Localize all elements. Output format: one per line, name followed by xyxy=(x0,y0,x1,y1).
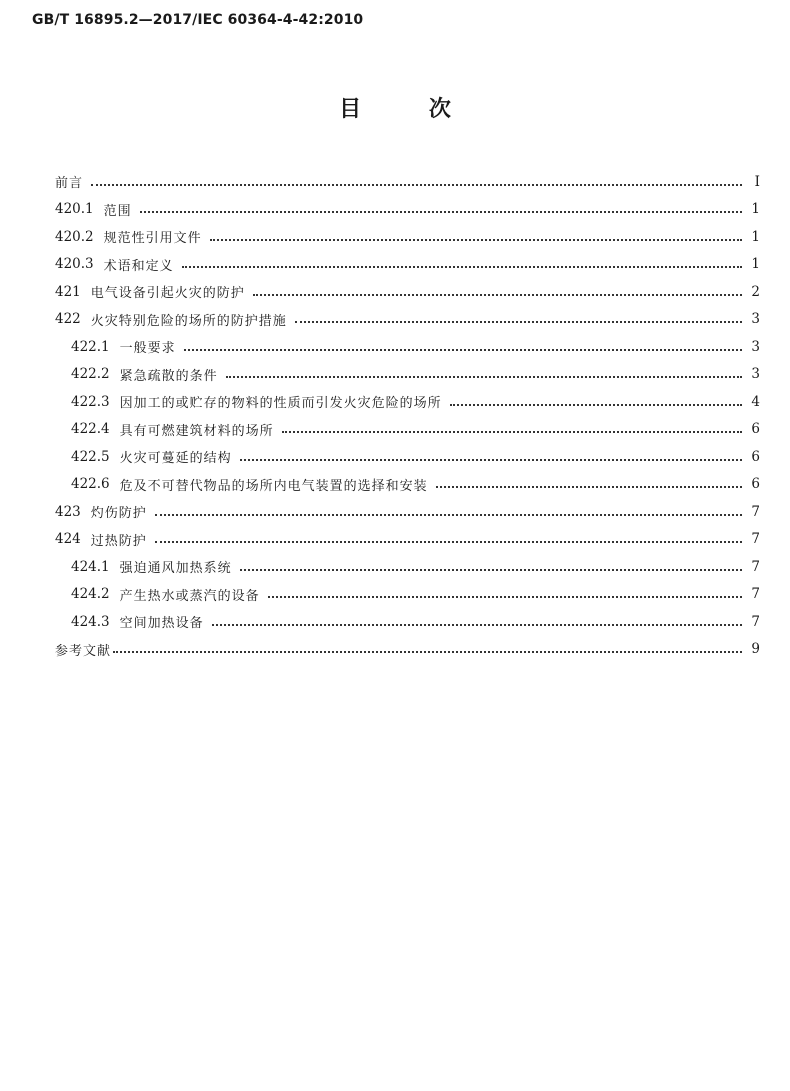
toc-dot-leader xyxy=(113,651,742,653)
toc-page-number: 1 xyxy=(751,228,760,245)
toc-section-title: 灼伤防护 xyxy=(90,506,147,522)
toc-page-number: 7 xyxy=(751,531,760,548)
toc-section-title: 危及不可替代物品的场所内电气装置的选择和安装 xyxy=(119,478,428,494)
toc-section-title: 强迫通风加热系统 xyxy=(119,561,232,577)
toc-dot-leader xyxy=(450,404,742,406)
toc-entry[interactable] xyxy=(55,471,760,499)
toc-section-number: 420.1 xyxy=(55,201,94,218)
toc-section-title: 过热防护 xyxy=(90,533,147,549)
toc-section-number: 422.3 xyxy=(71,393,110,410)
toc-section-title: 规范性引用文件 xyxy=(103,231,202,247)
toc-entry[interactable] xyxy=(55,361,760,389)
toc-page-number: 6 xyxy=(751,448,760,465)
toc-dot-leader xyxy=(295,321,742,323)
toc-entry[interactable] xyxy=(55,278,760,306)
toc-section-number: 420.2 xyxy=(55,228,94,245)
toc-entry[interactable] xyxy=(55,553,760,581)
toc-section-number: 420.3 xyxy=(55,256,94,273)
toc-section-title: 空间加热设备 xyxy=(119,616,204,632)
toc-section-number: 422.5 xyxy=(71,448,110,465)
toc-page-number: 3 xyxy=(751,311,760,328)
toc-section-number: 424.1 xyxy=(71,558,110,575)
toc-entry[interactable] xyxy=(55,526,760,554)
toc-dot-leader xyxy=(240,459,742,461)
toc-page-number: 6 xyxy=(751,476,760,493)
toc-page-number: 1 xyxy=(751,201,760,218)
toc-entry[interactable] xyxy=(55,223,760,251)
toc-dot-leader xyxy=(155,541,742,543)
toc-entry[interactable] xyxy=(55,416,760,444)
toc-section-number: 422.4 xyxy=(71,421,110,438)
toc-section-title: 术语和定义 xyxy=(103,258,174,274)
toc-section-title: 范围 xyxy=(103,203,132,219)
toc-section-title: 参考文献 xyxy=(55,643,112,659)
toc-section-title: 一般要求 xyxy=(119,341,176,357)
toc-section-number: 421 xyxy=(55,283,81,300)
toc-entry[interactable] xyxy=(55,388,760,416)
toc-dot-leader xyxy=(182,266,742,268)
toc-section-number: 422 xyxy=(55,311,81,328)
toc-dot-leader xyxy=(268,596,742,598)
toc-entry[interactable] xyxy=(55,443,760,471)
toc-dot-leader xyxy=(436,486,742,488)
toc-entry[interactable] xyxy=(55,251,760,279)
toc-page-number: 1 xyxy=(751,256,760,273)
toc-section-number: 422.6 xyxy=(71,476,110,493)
toc-dot-leader xyxy=(282,431,742,433)
toc-entry[interactable] xyxy=(55,196,760,224)
toc-dot-leader xyxy=(226,376,742,378)
toc-entry[interactable] xyxy=(55,168,760,196)
toc-section-title: 因加工的或贮存的物料的性质而引发火灾危险的场所 xyxy=(119,396,442,412)
toc-dot-leader xyxy=(184,349,742,351)
toc-section-number: 422.2 xyxy=(71,366,110,383)
toc-entry[interactable] xyxy=(55,306,760,334)
toc-section-number: 424 xyxy=(55,531,81,548)
toc-dot-leader xyxy=(253,294,742,296)
toc-page-number: 4 xyxy=(751,393,760,410)
toc-page-number: 6 xyxy=(751,421,760,438)
table-of-contents xyxy=(55,168,760,663)
toc-page-number: 3 xyxy=(751,366,760,383)
toc-section-number: 422.1 xyxy=(71,338,110,355)
toc-page-number: 9 xyxy=(751,641,760,658)
toc-page-number: 2 xyxy=(751,283,760,300)
toc-section-number: 424.3 xyxy=(71,613,110,630)
toc-dot-leader xyxy=(240,569,742,571)
page-title: 目 次 xyxy=(339,97,481,122)
toc-section-title: 火灾特别危险的场所的防护措施 xyxy=(90,313,287,329)
toc-section-title: 紧急疏散的条件 xyxy=(119,368,218,384)
toc-page-number: 7 xyxy=(751,503,760,520)
toc-entry[interactable] xyxy=(55,636,760,664)
toc-dot-leader xyxy=(91,184,742,186)
toc-dot-leader xyxy=(210,239,742,241)
toc-section-title: 具有可燃建筑材料的场所 xyxy=(119,423,274,439)
toc-section-title: 前言 xyxy=(55,176,84,192)
toc-entry[interactable] xyxy=(55,498,760,526)
toc-section-number: 424.2 xyxy=(71,586,110,603)
toc-section-title: 电气设备引起火灾的防护 xyxy=(90,286,245,302)
toc-section-title: 产生热水或蒸汽的设备 xyxy=(119,588,260,604)
toc-page-number: 3 xyxy=(751,338,760,355)
toc-entry[interactable] xyxy=(55,608,760,636)
toc-page-number: 7 xyxy=(751,613,760,630)
toc-entry[interactable] xyxy=(55,333,760,361)
toc-section-title: 火灾可蔓延的结构 xyxy=(119,451,232,467)
toc-dot-leader xyxy=(155,514,742,516)
toc-dot-leader xyxy=(140,211,742,213)
toc-entry[interactable] xyxy=(55,581,760,609)
standard-number-header: GB/T 16895.2—2017/IEC 60364-4-42:2010 xyxy=(32,12,364,28)
toc-dot-leader xyxy=(212,624,742,626)
toc-page-number: I xyxy=(754,173,760,190)
toc-page-number: 7 xyxy=(751,558,760,575)
toc-section-number: 423 xyxy=(55,503,81,520)
toc-page-number: 7 xyxy=(751,586,760,603)
